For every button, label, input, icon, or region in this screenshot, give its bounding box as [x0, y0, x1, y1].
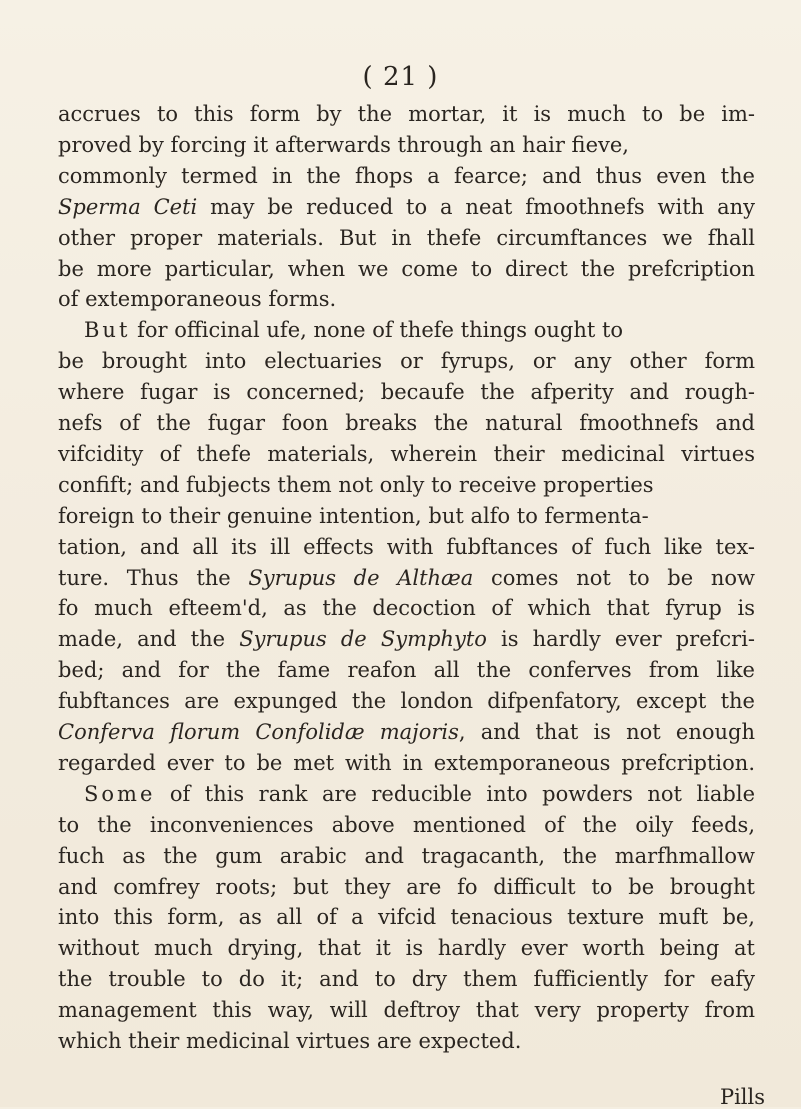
- text-run: , and that is not enough: [458, 720, 755, 744]
- text-run: bed; and for the fame reafon all the conferves from like: [58, 658, 755, 683]
- text-run: is hardly ever prefcri-: [486, 627, 756, 652]
- text-line: [58, 471, 755, 499]
- text-run: foreign to their genuine intention, but alfo to fermenta-: [58, 503, 649, 528]
- text-line: [58, 1027, 755, 1055]
- italic-term: Syrupus de Althæa: [248, 565, 474, 590]
- italic-term: Sperma Ceti: [58, 194, 198, 219]
- text-line: [58, 687, 755, 715]
- text-run: and comfrey roots; but they are fo difficult to be brought: [58, 874, 755, 899]
- text-run: which their medicinal virtues are expected.: [58, 1029, 522, 1053]
- text-line: [58, 934, 755, 962]
- text-line: [58, 842, 755, 870]
- text-line: [58, 656, 755, 684]
- text-run: without much drying, that it is hardly ever worth being at: [58, 936, 755, 961]
- text-line: [58, 193, 755, 221]
- text-line: [58, 718, 755, 746]
- text-line: [58, 965, 755, 993]
- text-run: into this form, as all of a vifcid tenacious texture muft be,: [58, 905, 755, 930]
- text-line: [58, 131, 755, 159]
- text-line: [58, 285, 755, 313]
- text-line: [58, 100, 755, 128]
- text-run: fubftances are expunged the london difpenfatory, except the: [58, 689, 755, 714]
- text-line: [58, 996, 755, 1024]
- text-line: [58, 811, 755, 839]
- text-run: nefs of the fugar foon breaks the natural fmoothnefs and: [58, 411, 755, 435]
- text-line: [58, 162, 755, 190]
- text-run: fuch as the gum arabic and tragacanth, the marfhmallow: [58, 843, 755, 868]
- text-run: be brought into electuaries or fyrups, or any other form: [58, 349, 755, 374]
- text-run: commonly termed in the fhops a fearce; and thus even the: [58, 163, 755, 188]
- text-run: management this way, will deftroy that very property from: [58, 998, 755, 1023]
- text-line: [58, 564, 755, 592]
- text-run: to the inconveniences above mentioned of the oily feeds,: [58, 812, 755, 837]
- text-run: be more particular, when we come to direct the prefcription: [58, 256, 755, 281]
- text-run: confift; and fubjects them not only to receive properties: [58, 472, 654, 497]
- text-line: [58, 347, 755, 375]
- text-line: [58, 502, 755, 530]
- text-run: of extemporaneous forms.: [58, 287, 337, 312]
- text-run: fo much efteem'd, as the decoction of which that fyrup is: [58, 596, 755, 621]
- text-run: ture. Thus the: [58, 565, 249, 590]
- catchword: Pills: [719, 1085, 765, 1109]
- italic-term: Conferva florum Confolidæ majoris: [58, 720, 459, 744]
- text-run: made, and the: [58, 627, 240, 652]
- text-line: [58, 903, 755, 931]
- text-run: where fugar is concerned; becaufe the afperity and rough-: [58, 380, 755, 405]
- text-line: [58, 749, 755, 777]
- small-caps-word: But: [84, 318, 131, 343]
- page-number: ( 21 ): [362, 62, 439, 92]
- text-run: of this rank are reducible into powders not liable: [155, 781, 755, 806]
- text-line: [84, 780, 755, 808]
- text-line: [84, 316, 755, 344]
- text-line: [58, 594, 755, 622]
- text-run: accrues to this form by the mortar, it is much to be im-: [58, 102, 755, 126]
- text-run: comes not to be now: [473, 565, 755, 590]
- text-line: [58, 409, 755, 437]
- text-line: [58, 533, 755, 561]
- text-run: the trouble to do it; and to dry them fufficiently for eafy: [58, 967, 755, 992]
- text-run: other proper materials. But in thefe circumftances we fhall: [58, 225, 755, 250]
- text-line: [58, 440, 755, 468]
- text-line: [58, 378, 755, 406]
- text-line: [58, 625, 755, 653]
- text-run: for officinal ufe, none of thefe things ought to: [130, 318, 624, 343]
- text-run: regarded ever to be met with in extemporaneous prefcription.: [58, 750, 755, 775]
- text-line: [58, 255, 755, 283]
- text-run: proved by forcing it afterwards through an hair fieve,: [58, 132, 629, 157]
- text-line: [58, 224, 755, 252]
- italic-term: Syrupus de Symphyto: [239, 627, 487, 652]
- text-line: [58, 873, 755, 901]
- text-run: may be reduced to a neat fmoothnefs with any: [197, 194, 755, 219]
- text-run: tation, and all its ill effects with fubftances of fuch like tex-: [58, 534, 755, 559]
- small-caps-word: Some: [84, 781, 156, 806]
- text-run: vifcidity of thefe materials, wherein their medicinal virtues: [58, 441, 755, 466]
